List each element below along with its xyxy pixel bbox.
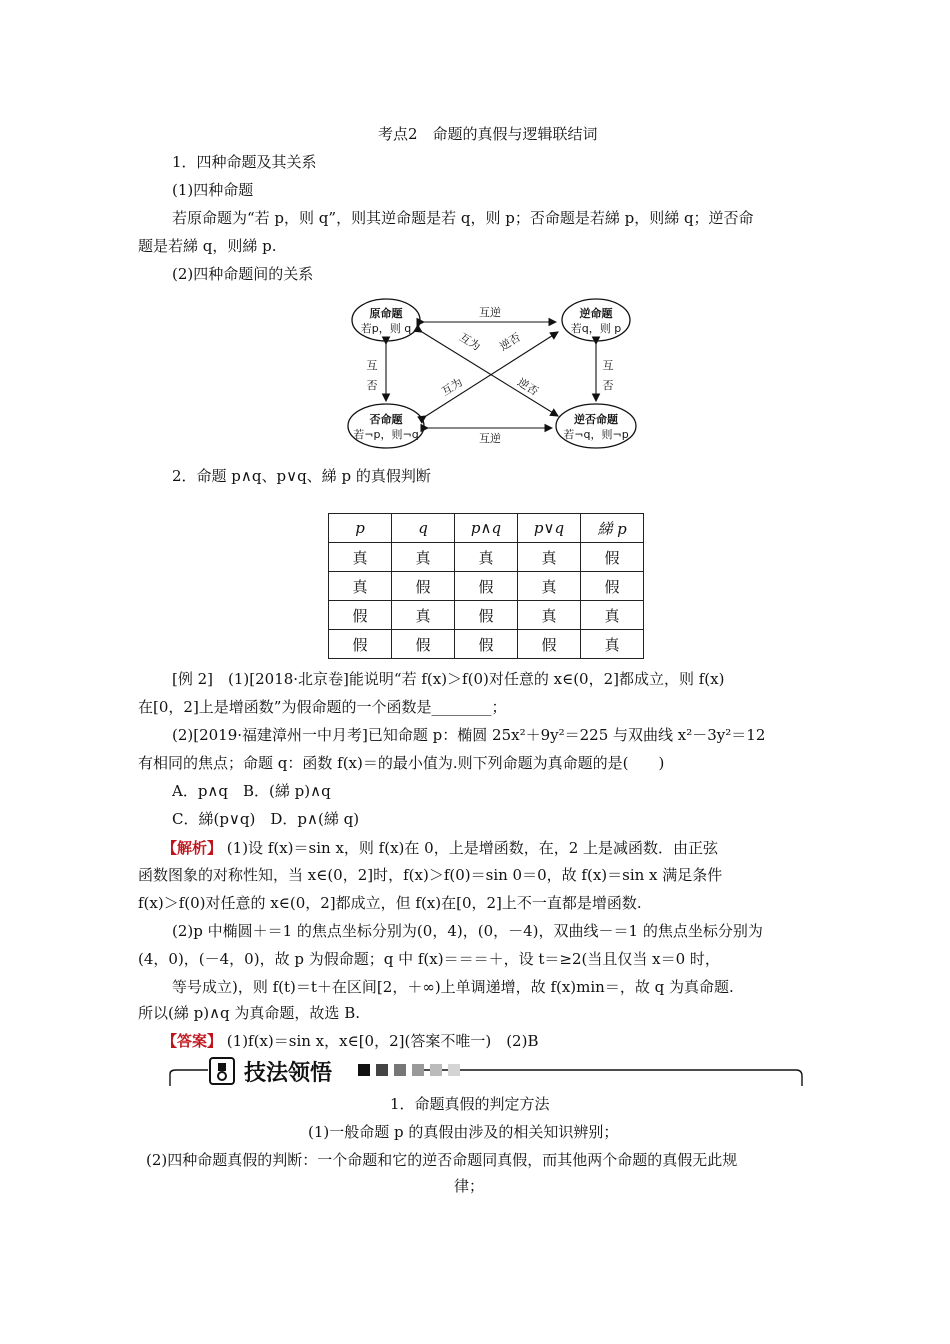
table-cell: 假	[329, 630, 392, 659]
label-right-1: 互	[602, 359, 614, 372]
label-right-2: 否	[602, 379, 614, 392]
deco-square	[394, 1064, 406, 1076]
tips-heading: 1．命题真假的判定方法	[390, 1095, 550, 1113]
table-cell: 假	[581, 543, 644, 572]
heading-four-propositions: 1．四种命题及其关系	[172, 153, 317, 171]
answer-line	[162, 1031, 538, 1051]
table-row	[329, 630, 644, 659]
solution-line: (2)p 中椭圆＋＝1 的焦点坐标分别为(0，4)，(0，－4)，双曲线－＝1 的焦点坐标分别为	[172, 922, 763, 940]
table-cell: 真	[518, 601, 581, 630]
orig-body: 若p，则 q	[360, 322, 412, 335]
table-header-cell: p∧q	[455, 514, 518, 543]
table-cell: 假	[518, 630, 581, 659]
solution-line: f(x)＞f(0)对任意的 x∈(0，2]都成立，但 f(x)在[0，2]上不一直都是增函数.	[138, 894, 642, 912]
options-ab: A．p∧q B．(綈 p)∧q	[172, 782, 331, 800]
example-line: 有相同的焦点；命题 q：函数 f(x)＝的最小值为.则下列命题为真命题的是( )	[138, 754, 665, 772]
label-left-2: 否	[366, 379, 378, 392]
answer-label: 【答案】	[162, 1032, 223, 1050]
solution-text: (1)设 f(x)＝sin x，则 f(x)在 0，上是增函数，在，2 上是减函数．由正弦	[226, 839, 719, 857]
table-header-row	[329, 514, 644, 543]
table-cell: 假	[392, 572, 455, 601]
table-cell: 真	[392, 601, 455, 630]
section-title: 考点2 命题的真假与逻辑联结词	[378, 125, 598, 143]
table-row	[329, 572, 644, 601]
table-cell: 假	[455, 601, 518, 630]
node-contrapositive	[556, 404, 636, 448]
contra-title: 逆否命题	[574, 413, 618, 426]
jiexi-label: 【解析】	[162, 839, 223, 857]
four-propositions-diagram	[340, 290, 640, 460]
table-cell: 真	[518, 543, 581, 572]
options-cd: C．綈(p∨q) D．p∧(綈 q)	[172, 810, 360, 828]
table-cell: 假	[455, 572, 518, 601]
solution-line: 等号成立)，则 f(t)＝t＋在区间[2，＋∞)上单调递增，故 f(x)min＝，故 q 为真命题.	[172, 978, 734, 996]
example-line: 在[0，2]上是增函数”为假命题的一个函数是________；	[138, 698, 507, 716]
tips-line: (2)四种命题真假的判断：一个命题和它的逆否命题同真假，而其他两个命题的真假无此规	[146, 1151, 738, 1169]
deco-square	[376, 1064, 388, 1076]
table-header-cell: q	[392, 514, 455, 543]
label-top: 互逆	[479, 306, 501, 319]
contra-body: 若¬q，则¬p	[563, 428, 629, 441]
label-left-1: 互	[366, 359, 378, 372]
table-cell: 假	[581, 572, 644, 601]
solution-line: 函数图象的对称性知，当 x∈(0，2]时，f(x)＞f(0)＝sin 0＝0，故 f(x)＝sin x 满足条件	[138, 866, 723, 884]
paragraph-line: 题是若綈 q，则綈 p.	[138, 237, 277, 255]
inv-title: 否命题	[369, 413, 403, 426]
truth-table	[328, 513, 644, 659]
label-diag2-a: 互为	[439, 375, 465, 399]
technique-banner	[168, 1052, 804, 1088]
conv-title: 逆命题	[579, 307, 613, 320]
label-diag1-b: 逆否	[497, 330, 523, 354]
solution-line: 所以(綈 p)∧q 为真命题，故选 B.	[138, 1004, 360, 1022]
heading-truth-judgement: 2．命题 p∧q、p∨q、綈 p 的真假判断	[172, 467, 431, 485]
table-cell: 真	[581, 630, 644, 659]
subheading-relations: (2)四种命题间的关系	[172, 265, 314, 283]
example-line: [例 2] (1)[2018·北京卷]能说明“若 f(x)＞f(0)对任意的 x∈(0，2]都成立，则 f(x)	[172, 670, 725, 688]
table-cell: 真	[581, 601, 644, 630]
deco-square	[412, 1064, 424, 1076]
table-header-cell: p	[329, 514, 392, 543]
node-inverse	[348, 404, 424, 448]
deco-square	[448, 1064, 460, 1076]
example-line: (2)[2019·福建漳州一中月考]已知命题 p：椭圆 25x²＋9y²＝225 与双曲线 x²－3y²＝12	[172, 726, 766, 744]
conv-body: 若q，则 p	[570, 322, 622, 335]
deco-square	[358, 1064, 370, 1076]
table-row	[329, 601, 644, 630]
label-diag2-b: 逆否	[515, 375, 541, 399]
table-cell: 假	[392, 630, 455, 659]
answer-text: (1)f(x)＝sin x，x∈[0，2](答案不唯一) (2)B	[226, 1032, 539, 1050]
paragraph-line: 若原命题为“若 p，则 q”，则其逆命题是若 q，则 p；否命题是若綈 p，则綈 q；逆否命	[172, 209, 754, 227]
table-header-cell: p∨q	[518, 514, 581, 543]
label-bottom: 互逆	[479, 432, 501, 445]
table-header-cell: 綈 p	[581, 514, 644, 543]
table-cell: 假	[455, 630, 518, 659]
table-cell: 真	[518, 572, 581, 601]
table-cell: 真	[329, 543, 392, 572]
orig-title: 原命题	[369, 307, 403, 320]
deco-square	[430, 1064, 442, 1076]
table-cell: 假	[329, 601, 392, 630]
tips-line: 律；	[454, 1177, 485, 1195]
table-cell: 真	[329, 572, 392, 601]
tips-line: (1)一般命题 p 的真假由涉及的相关知识辨别；	[308, 1123, 619, 1141]
table-cell: 真	[392, 543, 455, 572]
banner-title: 技法领悟	[244, 1061, 333, 1086]
inv-body: 若¬p，则¬q	[353, 428, 419, 441]
table-cell: 真	[455, 543, 518, 572]
table-row	[329, 543, 644, 572]
solution-line: (4，0)，(－4，0)，故 p 为假命题；q 中 f(x)＝＝＝＋，设 t＝≥2(当且仅当 x＝0 时，	[138, 950, 720, 968]
solution-line-1	[162, 838, 718, 858]
subheading-four-propositions: (1)四种命题	[172, 181, 254, 199]
label-diag1-a: 互为	[457, 330, 483, 354]
